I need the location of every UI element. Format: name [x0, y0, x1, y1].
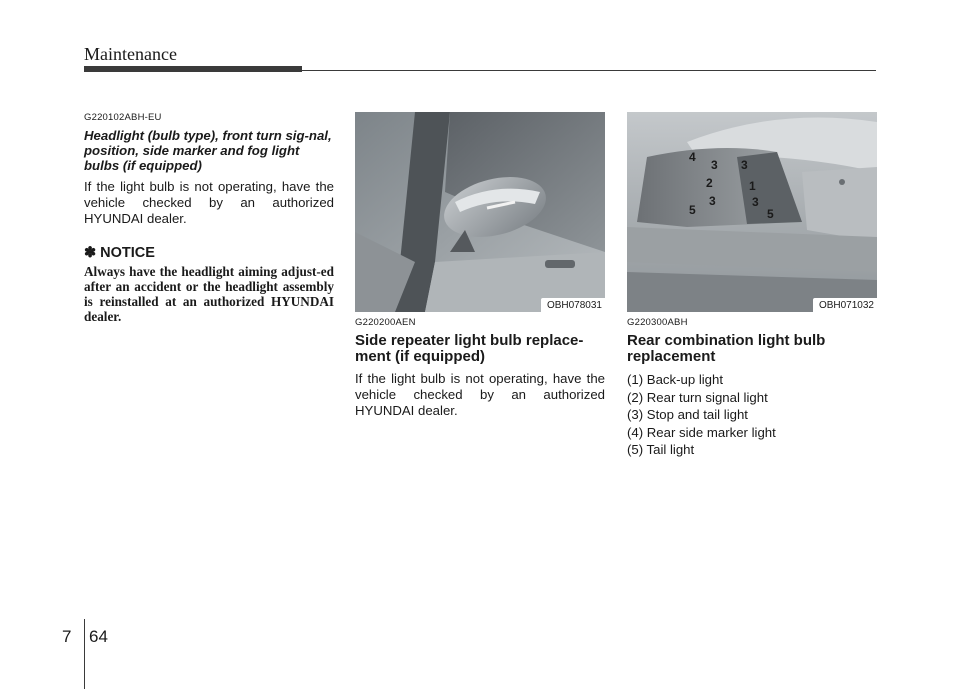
figure-code: OBH078031 [541, 298, 605, 312]
callout-label-5b: 5 [767, 207, 774, 221]
rear-light-illustration [627, 112, 877, 312]
rear-light-figure [627, 112, 877, 312]
notice-icon: ✽ [84, 245, 97, 261]
rear-light-list [627, 371, 877, 459]
column-headlight [84, 112, 334, 324]
headlight-body: If the light bulb is not operating, have the vehicle checked by an authorized HYUNDAI dealer. [84, 179, 334, 226]
callout-label-5a: 5 [689, 203, 696, 217]
side-mirror-figure [355, 112, 605, 312]
notice-body: Always have the headlight aiming adjust-ed after an accident or the headlight assembly is reinstalled at an authorized HYUNDAI dealer. [84, 264, 334, 324]
rear-light-heading: Rear combination light bulb replacement [627, 332, 826, 365]
callout-label-3c: 3 [709, 194, 716, 208]
page-number: 64 [89, 627, 108, 646]
callout-label-3b: 3 [741, 158, 748, 172]
section-title: Maintenance [84, 44, 177, 64]
side-repeater-heading: Side repeater light bulb replace-ment (if equipped) [355, 332, 584, 365]
callout-label-2: 2 [706, 176, 713, 190]
footer-divider [84, 619, 85, 689]
list-item: (1) Back-up light [627, 372, 724, 387]
doc-code: G220200AEN [355, 317, 416, 328]
list-item: (3) Stop and tail light [627, 407, 748, 422]
list-item: (2) Rear turn signal light [627, 389, 768, 405]
side-mirror-illustration [355, 112, 605, 312]
list-item: (5) Tail light [627, 442, 695, 457]
callout-label-1: 1 [749, 179, 756, 193]
doc-code: G220102ABH-EU [84, 112, 162, 123]
chapter-number: 7 [62, 627, 72, 646]
callout-label-3a: 3 [711, 158, 718, 172]
header-bar [84, 66, 302, 72]
column-side-repeater [355, 317, 605, 419]
doc-code: G220300ABH [627, 317, 688, 328]
column-rear-light [627, 317, 877, 459]
list-item: (4) Rear side marker light [627, 424, 776, 440]
header-rule [302, 70, 876, 71]
figure-code: OBH071032 [813, 298, 877, 312]
callout-label-3d: 3 [752, 195, 759, 209]
headlight-heading: Headlight (bulb type), front turn sig-nal, position, side marker and fog light bulbs (if equipped) [84, 128, 332, 173]
side-repeater-body: If the light bulb is not operating, have the vehicle checked by an authorized HYUNDAI dealer. [355, 371, 605, 418]
notice-heading [84, 245, 334, 261]
callout-label-4: 4 [689, 150, 696, 164]
notice-title: NOTICE [100, 245, 155, 261]
